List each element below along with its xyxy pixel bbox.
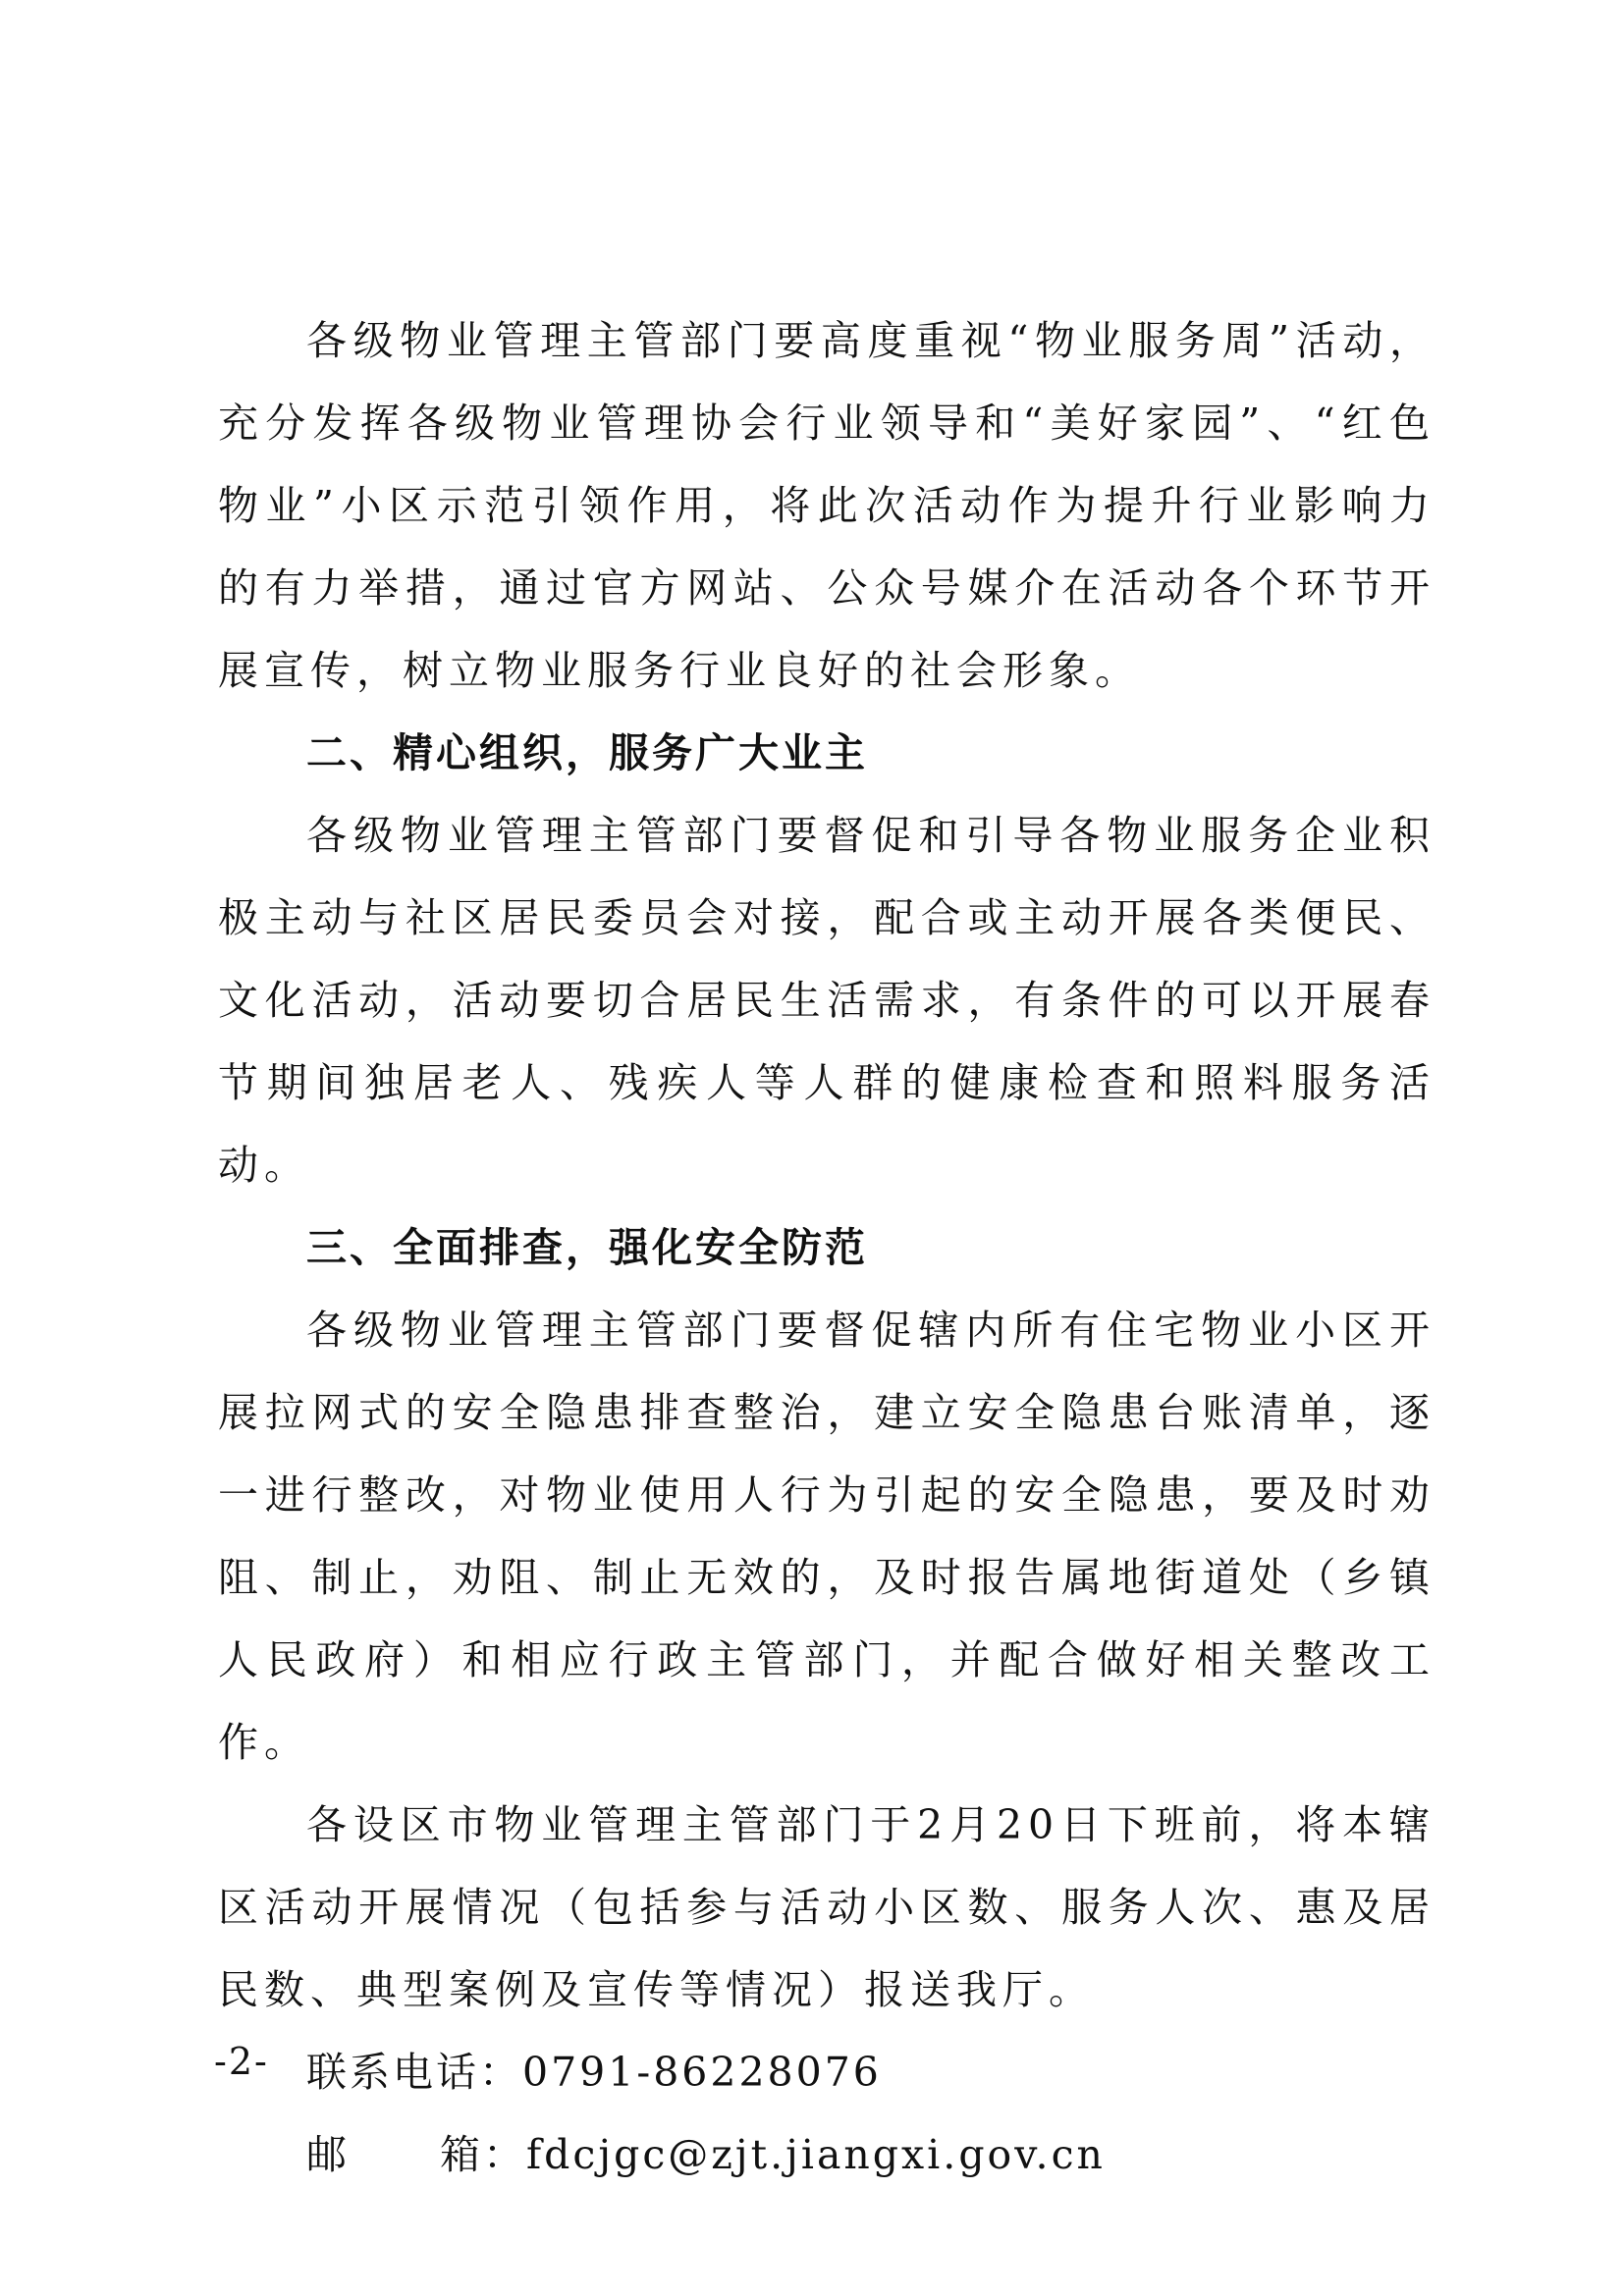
section-2-heading: 二、精心组织，服务广大业主 [306,729,868,776]
section-3-heading: 三、全面排查，强化安全防范 [306,1224,868,1271]
document-body [218,299,1435,2196]
intro-paragraph: 各级物业管理主管部门要高度重视“物业服务周”活动，充分发挥各级物业管理协会行业领导和“美好家园”、“红色物业”小区示范引领作用，将此次活动作为提升行业影响力的有力举措，通过官方网站、公众号媒介在活动各个环节开展宣传，树立物业服务行业良好的社会形象。 [218,317,1435,694]
page-number: -2- [214,2040,269,2083]
section-2-paragraph: 各级物业管理主管部门要督促和引导各物业服务企业积极主动与社区居民委员会对接，配合或主动开展各类便民、文化活动，活动要切合居民生活需求，有条件的可以开展春节期间独居老人、残疾人等人群的健康检查和照料服务活动。 [218,812,1435,1189]
phone-label: 联系电话： [306,2049,522,2096]
contact-phone-line [218,2031,1435,2113]
email-label-second-part: 箱： [440,2131,526,2178]
email-address: fdcjgc@zjt.jiangxi.gov.cn [526,2131,1106,2178]
email-label-first-char: 邮 [306,2131,350,2178]
section-3-paragraph: 各级物业管理主管部门要督促辖内所有住宅物业小区开展拉网式的安全隐患排查整治，建立安全隐患台账清单，逐一进行整改，对物业使用人行为引起的安全隐患，要及时劝阻、制止，劝阻、制止无效的，及时报告属地街道处（乡镇人民政府）和相应行政主管部门，并配合做好相关整改工作。 [218,1307,1435,1766]
phone-number: 0791-86228076 [522,2049,882,2096]
report-paragraph: 各设区市物业管理主管部门于2月20日下班前，将本辖区活动开展情况（包括参与活动小区数、服务人次、惠及居民数、典型案例及宣传等情况）报送我厅。 [218,1801,1435,2013]
contact-email-line [218,2113,1435,2196]
